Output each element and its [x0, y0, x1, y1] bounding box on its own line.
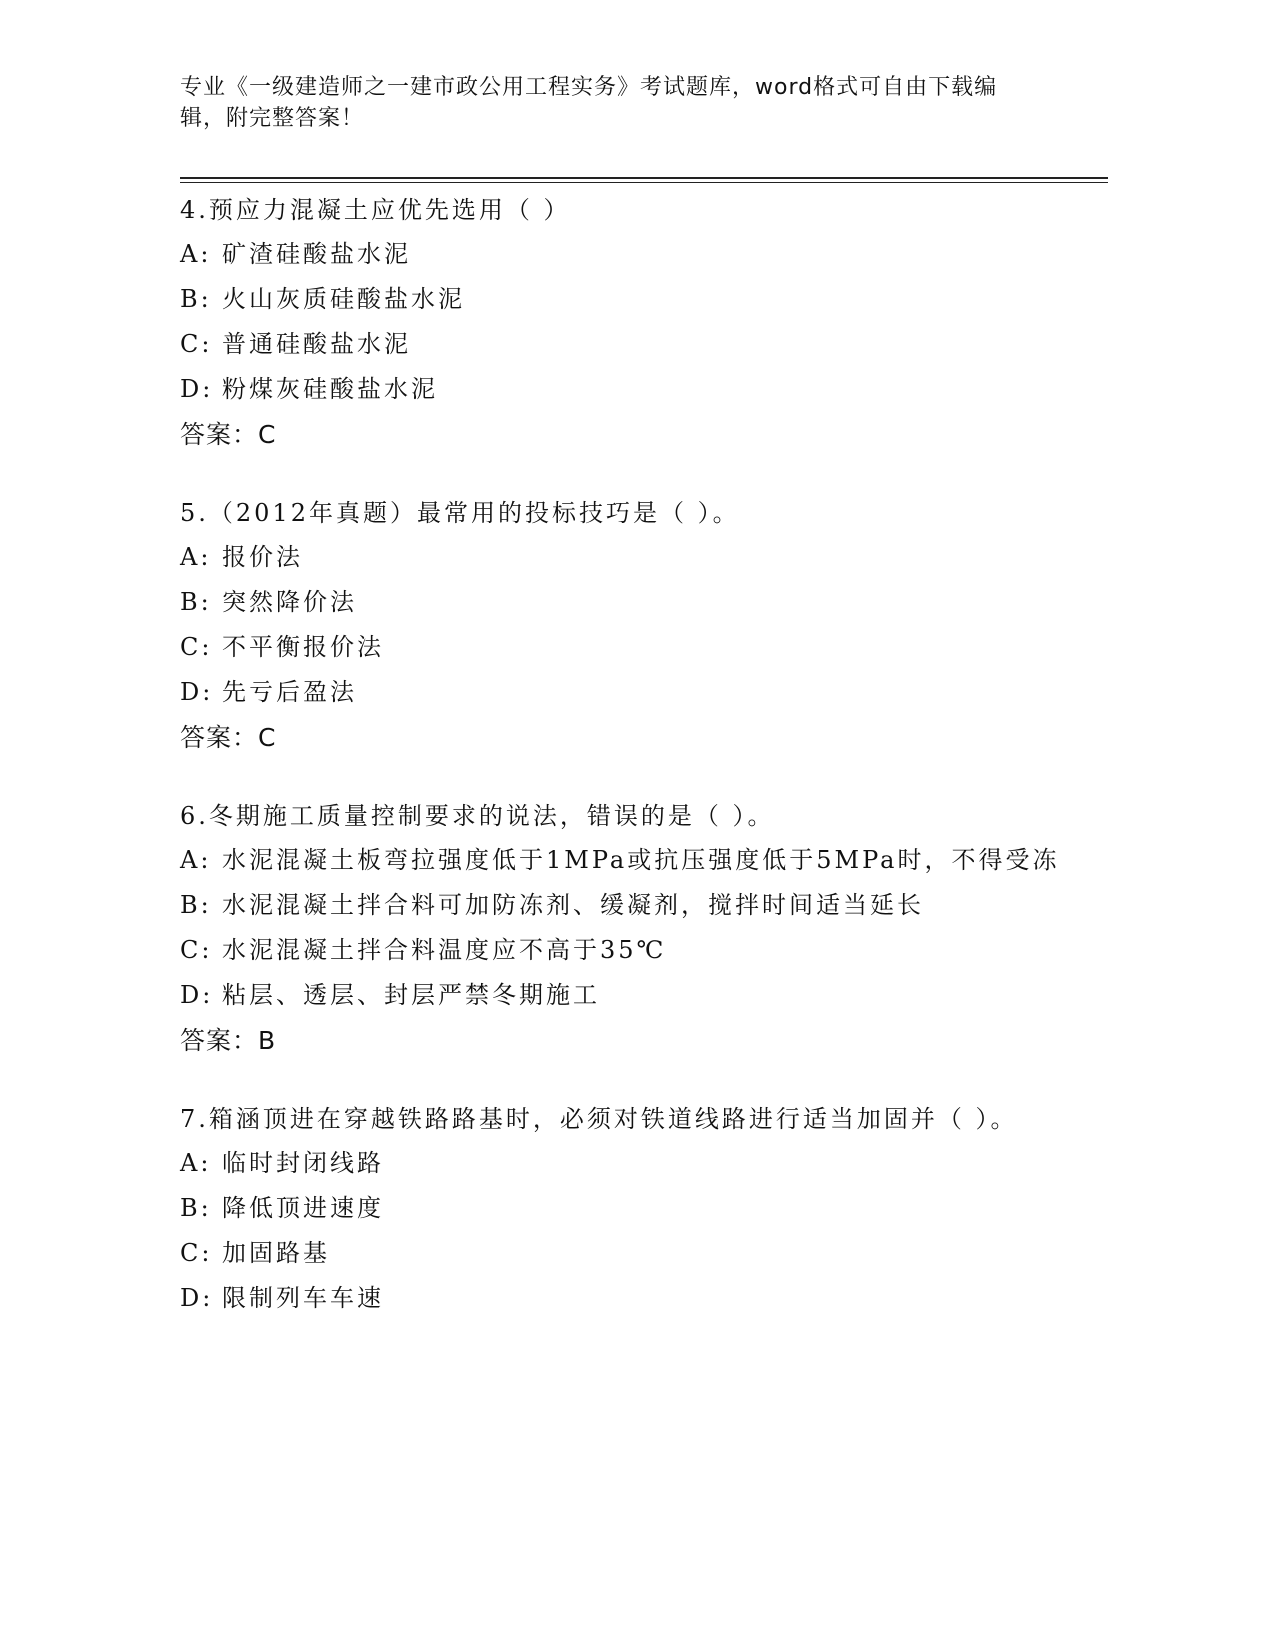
option-d: [180, 367, 1060, 412]
header-intro-text: 专业《一级建造师之一建市政公用工程实务》考试题库，word格式可自由下载编辑，附完整答案！: [180, 75, 998, 131]
option-text: 水泥混凝土拌合料可加防冻剂、缓凝剂，搅拌时间适当延长: [222, 891, 924, 919]
option-letter: B:: [180, 891, 212, 919]
option-c: [180, 322, 1060, 367]
question-4: [180, 188, 1060, 457]
option-text: 水泥混凝土板弯拉强度低于1MPa或抗压强度低于5MPa时，不得受冻: [222, 846, 1060, 874]
header-divider: [180, 177, 1108, 179]
option-text: 粘层、透层、封层严禁冬期施工: [222, 981, 600, 1009]
option-text: 降低顶进速度: [222, 1194, 384, 1222]
question-stem: 4.预应力混凝土应优先选用（ ）: [180, 196, 571, 224]
question-stem: 5.（2012年真题）最常用的投标技巧是（ ）。: [180, 499, 740, 527]
option-a: [180, 232, 1060, 277]
question-stem: 7.箱涵顶进在穿越铁路路基时，必须对铁道线路进行适当加固并（ ）。: [180, 1105, 1018, 1133]
option-c: [180, 1231, 1060, 1276]
option-text: 报价法: [222, 543, 303, 571]
option-letter: C:: [180, 936, 213, 964]
option-d: [180, 1276, 1060, 1321]
option-a: [180, 535, 1060, 580]
header-divider-thin: [180, 182, 1108, 183]
option-letter: D:: [180, 375, 214, 403]
option-text: 火山灰质硅酸盐水泥: [222, 285, 465, 313]
option-letter: A:: [180, 240, 212, 268]
option-text: 先亏后盈法: [222, 678, 357, 706]
option-text: 水泥混凝土拌合料温度应不高于35℃: [222, 936, 667, 964]
option-b: [180, 580, 1060, 625]
option-d: [180, 670, 1060, 715]
option-letter: B:: [180, 285, 212, 313]
option-text: 粉煤灰硅酸盐水泥: [222, 375, 438, 403]
option-text: 加固路基: [222, 1239, 330, 1267]
option-letter: C:: [180, 633, 213, 661]
option-b: [180, 883, 1060, 928]
question-stem: 6.冬期施工质量控制要求的说法，错误的是（ ）。: [180, 802, 775, 830]
option-letter: D:: [180, 981, 214, 1009]
question-6: [180, 794, 1060, 1063]
question-list: [180, 188, 1060, 1355]
option-text: 不平衡报价法: [222, 633, 384, 661]
option-letter: D:: [180, 1284, 214, 1312]
option-letter: B:: [180, 1194, 212, 1222]
document-header: [180, 72, 1040, 134]
option-text: 矿渣硅酸盐水泥: [222, 240, 411, 268]
option-text: 临时封闭线路: [222, 1149, 384, 1177]
option-b: [180, 1186, 1060, 1231]
option-letter: A:: [180, 543, 212, 571]
answer-label: 答案：C: [180, 723, 277, 752]
option-a: [180, 838, 1060, 883]
option-text: 普通硅酸盐水泥: [222, 330, 411, 358]
option-letter: D:: [180, 678, 214, 706]
option-letter: C:: [180, 330, 213, 358]
option-letter: A:: [180, 846, 212, 874]
option-a: [180, 1141, 1060, 1186]
question-7: [180, 1097, 1060, 1321]
option-text: 限制列车车速: [222, 1284, 384, 1312]
option-c: [180, 625, 1060, 670]
option-c: [180, 928, 1060, 973]
option-letter: A:: [180, 1149, 212, 1177]
option-b: [180, 277, 1060, 322]
answer-label: 答案：B: [180, 1026, 277, 1055]
option-letter: B:: [180, 588, 212, 616]
option-letter: C:: [180, 1239, 213, 1267]
answer-label: 答案：C: [180, 420, 277, 449]
option-d: [180, 973, 1060, 1018]
question-5: [180, 491, 1060, 760]
option-text: 突然降价法: [222, 588, 357, 616]
